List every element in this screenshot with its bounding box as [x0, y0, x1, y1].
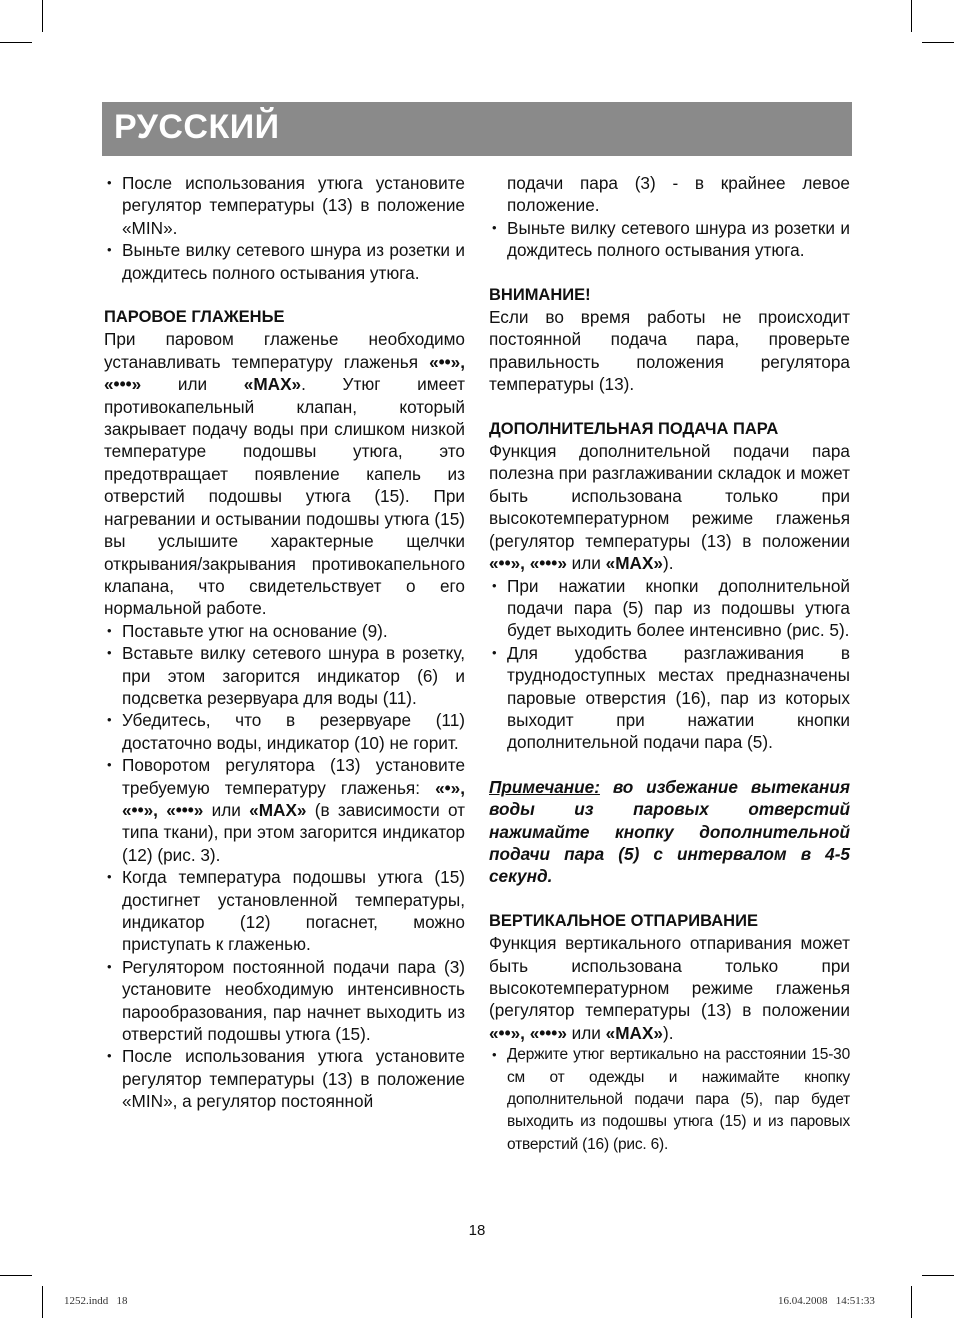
list-item: • При нажатии кнопки дополнительной подачи пара (5) пар из подошвы утюга будет выходить более интенсивно (рис. 5).: [489, 575, 850, 642]
list-item: • Когда температура подошвы утюга (15) достигнет установленной температуры, индикатор (12) погаснет, можно приступать к глаженью.: [104, 866, 465, 956]
list-item: • Держите утюг вертикально на расстоянии 15-30 см от одежды и нажимайте кнопку дополнительной подачи пара (5), пар будет выходить из подошвы утюга (15) и из паровых отверстий (16) (рис. 6).: [489, 1044, 850, 1156]
footer-date: 16.04.2008 14:51:33: [778, 1295, 875, 1307]
list-item: • Убедитесь, что в резервуаре (11) достаточно воды, индикатор (10) не горит.: [104, 709, 465, 754]
crop-mark: [911, 0, 912, 32]
list-item: • После использования утюга установите регулятор температуры (13) в положение «MIN», а регулятор постоянной: [104, 1045, 465, 1112]
language-header: [102, 102, 852, 156]
crop-mark: [922, 42, 954, 43]
right-column: [489, 172, 850, 1156]
crop-mark: [0, 42, 32, 43]
list-item: • Регулятором постоянной подачи пара (3) установите необходимую интенсивность парообразования, пар начнет выходить из отверстий подошвы утюга (15).: [104, 956, 465, 1046]
list-item: • Поворотом регулятора (13) установите требуемую температуру глаженья: «•», «••», «•••» или «MAX» (в зависимости от типа ткани), при этом загорится индикатор (12) (рис. 3).: [104, 754, 465, 866]
paragraph: Функция дополнительной подачи пара полезна при разглаживании складок и может быть использована только при высокотемпературном режиме глаженья (регулятор температуры (13) в положении «••», «•••» или «MAX»).: [489, 441, 850, 574]
list-item: • Поставьте утюг на основание (9).: [104, 620, 465, 642]
steps-list: [104, 620, 465, 1113]
crop-mark: [922, 1275, 954, 1276]
crop-mark: [0, 1275, 32, 1276]
section-heading: ДОПОЛНИТЕЛЬНАЯ ПОДАЧА ПАРА: [489, 419, 779, 438]
paragraph: Если во время работы не происходит постоянной подача пара, проверьте правильность положения регулятора температуры (13).: [489, 307, 850, 395]
page-number: 18: [468, 1222, 486, 1239]
intro-list: [104, 172, 465, 284]
list: [489, 1044, 850, 1156]
note: Примечание: во избежание вытекания воды из паровых отверстий нажимайте кнопку дополнительной подачи пара (5) с интервалом в 4-5 секунд.: [489, 776, 850, 887]
page-title: РУССКИЙ: [114, 108, 280, 146]
paragraph: При паровом глаженье необходимо устанавливать температуру глаженья «••», «•••» или «MAX». Утюг имеет противокапельный клапан, который закрывает подачу воды при слишком низкой температуре подошвы утюга, это предотвращает появление капель из отверстий подошвы утюга (15). При нагревании и остывании подошвы утюга (15) вы услышите характерные щелчки открывания/закрывания противокапельного клапана, что свидетельствует о его нормальной работе.: [104, 329, 466, 619]
crop-mark: [911, 1286, 912, 1318]
list-item: • Для удобства разглаживания в труднодоступных местах предназначены паровые отверстия (16), пар из которых выходит при нажатии кнопки дополнительной подачи пара (5).: [489, 642, 850, 754]
list-item: • После использования утюга установите регулятор температуры (13) в положение «MIN».: [104, 172, 465, 239]
footer-file: 1252.indd 18: [64, 1295, 128, 1307]
list-item: • Выньте вилку сетевого шнура из розетки и дождитесь полного остывания утюга.: [489, 217, 850, 262]
section-heading: ВЕРТИКАЛЬНОЕ ОТПАРИВАНИЕ: [489, 911, 758, 930]
paragraph: Функция вертикального отпаривания может быть использована только при высокотемпературном режиме глаженья (регулятор температуры (13) в положении «••», «•••» или «MAX»).: [489, 933, 850, 1043]
list: [489, 217, 850, 262]
section-heading: ВНИМАНИЕ!: [489, 285, 591, 304]
left-column: [104, 172, 465, 1113]
crop-mark: [42, 1286, 43, 1318]
list-item: • Вставьте вилку сетевого шнура в розетку, при этом загорится индикатор (6) и подсветка резервуара для воды (11).: [104, 642, 465, 709]
section-heading: ПАРОВОЕ ГЛАЖЕНЬЕ: [104, 308, 285, 327]
paragraph: подачи пара (3) - в крайнее левое положение.: [507, 173, 850, 216]
crop-mark: [42, 0, 43, 32]
list-item: • Выньте вилку сетевого шнура из розетки и дождитесь полного остывания утюга.: [104, 239, 465, 284]
list: [489, 575, 850, 754]
